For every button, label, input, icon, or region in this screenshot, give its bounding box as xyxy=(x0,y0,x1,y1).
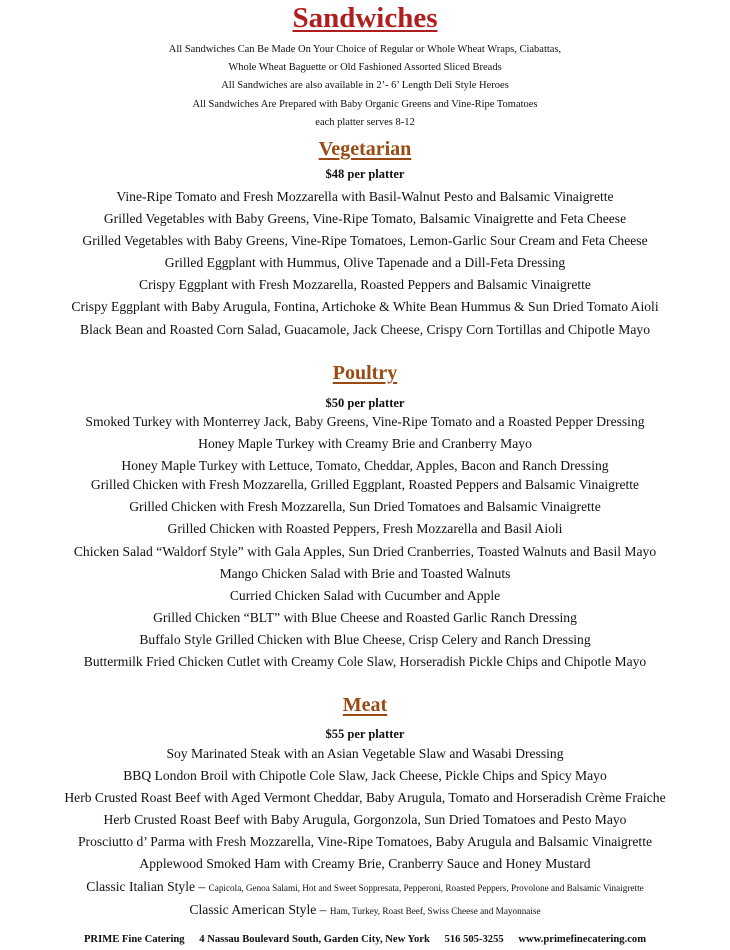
menu-item-name: Classic Italian Style – xyxy=(86,878,206,894)
menu-item: Smoked Turkey with Monterrey Jack, Baby Greens, Vine-Ripe Tomato and a Roasted Pepper Dressing xyxy=(85,414,645,429)
menu-item-detail: Ham, Turkey, Roast Beef, Swiss Cheese and Mayonnaise xyxy=(329,905,541,916)
menu-item: Grilled Chicken with Fresh Mozzarella, Grilled Eggplant, Roasted Peppers and Balsamic Vinaigrette xyxy=(90,477,640,493)
menu-item: Chicken Salad “Waldorf Style” with Gala Apples, Sun Dried Cranberries, Toasted Walnuts and Basil Mayo xyxy=(73,543,657,559)
footer-website[interactable]: www.primefinecatering.com xyxy=(518,934,647,945)
items-vegetarian xyxy=(0,186,730,341)
menu-item: Grilled Chicken with Fresh Mozzarella, Sun Dried Tomatoes and Balsamic Vinaigrette xyxy=(129,499,601,515)
footer-address: 4 Nassau Boulevard South, Garden City, New York xyxy=(199,934,430,945)
menu-item: Grilled Eggplant with Hummus, Olive Tapenade and a Dill-Feta Dressing xyxy=(164,255,566,271)
menu-item: Herb Crusted Roast Beef with Baby Arugula, Gorgonzola, Sun Dried Tomatoes and Pesto Mayo xyxy=(103,812,627,828)
items-poultry xyxy=(0,411,730,673)
menu-item-styled xyxy=(0,876,730,899)
menu-item-detail: Capicola, Genoa Salami, Hot and Sweet Soppresata, Pepperoni, Roasted Peppers, Provolone and Balsamic Vinaigrette xyxy=(208,882,644,893)
page-title: Sandwiches xyxy=(292,2,438,34)
price-vegetarian: $48 per platter xyxy=(325,167,405,181)
section-heading-meat: Meat xyxy=(342,694,388,716)
menu-item: Curried Chicken Salad with Cucumber and Apple xyxy=(229,587,501,603)
price-meat: $55 per platter xyxy=(325,727,405,741)
menu-item: Grilled Vegetables with Baby Greens, Vine-Ripe Tomato, Balsamic Vinaigrette and Feta Cheese xyxy=(103,211,627,227)
intro-line: All Sandwiches are also available in 2’- 6’ Length Deli Style Heroes xyxy=(221,80,509,92)
footer-company: PRIME Fine Catering xyxy=(83,934,185,945)
footer xyxy=(0,933,730,947)
menu-item-styled xyxy=(0,899,730,922)
menu-item: Buffalo Style Grilled Chicken with Blue Cheese, Crisp Celery and Ranch Dressing xyxy=(139,631,591,647)
menu-item: Honey Maple Turkey with Creamy Brie and Cranberry Mayo xyxy=(198,436,532,452)
menu-item: Buttermilk Fried Chicken Cutlet with Creamy Cole Slaw, Horseradish Pickle Chips and Chipotle Mayo xyxy=(83,654,647,670)
menu-item: Crispy Eggplant with Fresh Mozzarella, Roasted Peppers and Balsamic Vinaigrette xyxy=(139,277,591,293)
menu-item: Crispy Eggplant with Baby Arugula, Fontina, Artichoke & White Bean Hummus & Sun Dried Tomato Aioli xyxy=(71,299,659,315)
items-meat xyxy=(0,743,730,922)
menu-item: Black Bean and Roasted Corn Salad, Guacamole, Jack Cheese, Crispy Corn Tortillas and Chipotle Mayo xyxy=(80,321,650,337)
section-heading-poultry: Poultry xyxy=(332,362,398,384)
menu-item-name: Classic American Style – xyxy=(189,901,327,917)
menu-item: Honey Maple Turkey with Lettuce, Tomato, Cheddar, Apples, Bacon and Ranch Dressing xyxy=(121,458,609,474)
menu-item: Herb Crusted Roast Beef with Aged Vermont Cheddar, Baby Arugula, Tomato and Horseradish Crème Fraiche xyxy=(64,790,666,806)
menu-item: Applewood Smoked Ham with Creamy Brie, Cranberry Sauce and Honey Mustard xyxy=(139,856,591,872)
menu-item: Vine-Ripe Tomato and Fresh Mozzarella with Basil-Walnut Pesto and Balsamic Vinaigrette xyxy=(116,189,614,204)
intro-line: All Sandwiches Are Prepared with Baby Organic Greens and Vine-Ripe Tomatoes xyxy=(192,98,538,110)
intro-line: Whole Wheat Baguette or Old Fashioned Assorted Sliced Breads xyxy=(228,62,502,74)
footer-phone: 516 505-3255 xyxy=(444,934,504,945)
section-heading-vegetarian: Vegetarian xyxy=(318,138,412,160)
intro-notes xyxy=(0,41,730,132)
menu-item: Prosciutto d’ Parma with Fresh Mozzarella, Vine-Ripe Tomatoes, Baby Arugula and Balsamic Vinaigrette xyxy=(77,834,652,850)
menu-item: BBQ London Broil with Chipotle Cole Slaw, Jack Cheese, Pickle Chips and Spicy Mayo xyxy=(123,768,607,784)
menu-item: Soy Marinated Steak with an Asian Vegetable Slaw and Wasabi Dressing xyxy=(166,746,564,761)
menu-item: Grilled Chicken with Roasted Peppers, Fresh Mozzarella and Basil Aioli xyxy=(167,521,563,537)
menu-item: Grilled Vegetables with Baby Greens, Vine-Ripe Tomatoes, Lemon-Garlic Sour Cream and Feta Cheese xyxy=(82,233,648,249)
intro-line: All Sandwiches Can Be Made On Your Choice of Regular or Whole Wheat Wraps, Ciabattas, xyxy=(168,44,562,55)
intro-line: each platter serves 8-12 xyxy=(315,116,415,128)
price-poultry: $50 per platter xyxy=(325,396,405,410)
menu-item: Grilled Chicken “BLT” with Blue Cheese and Roasted Garlic Ranch Dressing xyxy=(153,609,577,625)
menu-item: Mango Chicken Salad with Brie and Toasted Walnuts xyxy=(219,565,511,581)
